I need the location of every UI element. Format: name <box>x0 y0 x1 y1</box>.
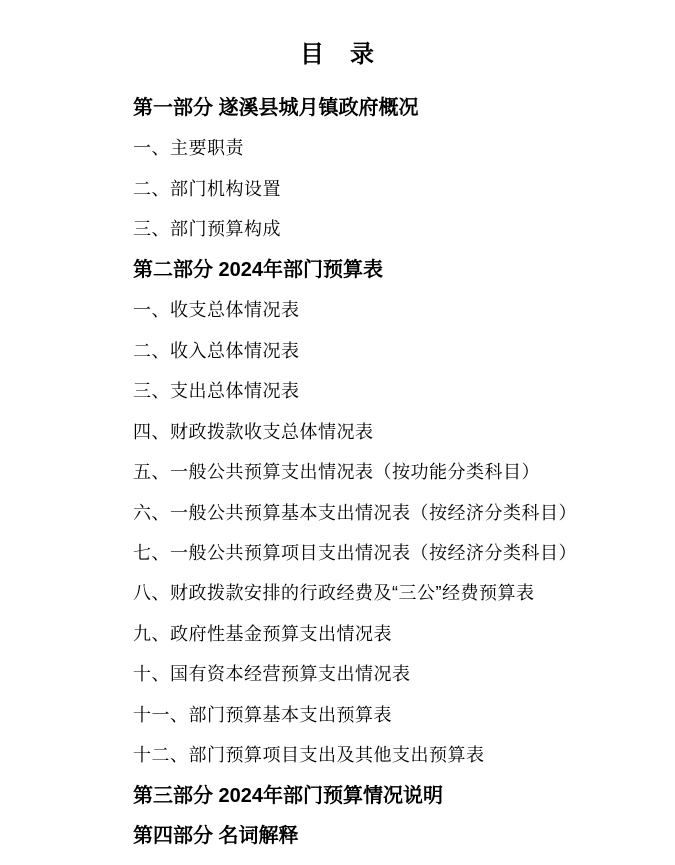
toc-entry: 七、一般公共预算项目支出情况表（按经济分类科目） <box>133 542 577 563</box>
toc-entry: 三、部门预算构成 <box>133 219 281 240</box>
toc-entry: 六、一般公共预算基本支出情况表（按经济分类科目） <box>133 502 577 523</box>
toc-section-header: 第四部分 名词解释 <box>133 825 299 848</box>
toc-entry: 二、部门机构设置 <box>133 178 281 199</box>
toc-entry: 十二、部门预算项目支出及其他支出预算表 <box>133 745 485 766</box>
toc-entry: 九、政府性基金预算支出情况表 <box>133 623 392 644</box>
toc-list <box>133 88 660 857</box>
toc-entry: 二、收入总体情况表 <box>133 340 300 361</box>
toc-entry: 十一、部门预算基本支出预算表 <box>133 704 392 725</box>
toc-section-header: 第二部分 2024年部门预算表 <box>133 258 384 281</box>
toc-entry: 一、收支总体情况表 <box>133 300 300 321</box>
toc-entry: 十、国有资本经营预算支出情况表 <box>133 664 411 685</box>
toc-entry: 五、一般公共预算支出情况表（按功能分类科目） <box>133 462 540 483</box>
toc-entry: 一、主要职责 <box>133 138 244 159</box>
page-title: 目 录 <box>300 41 375 68</box>
toc-entry: 八、财政拨款安排的行政经费及“三公”经费预算表 <box>133 583 535 604</box>
toc-entry: 四、财政拨款收支总体情况表 <box>133 421 374 442</box>
toc-section-header: 第一部分 遂溪县城月镇政府概况 <box>133 97 419 119</box>
toc-section-header: 第三部分 2024年部门预算情况说明 <box>133 784 444 807</box>
toc-entry: 三、支出总体情况表 <box>133 381 300 402</box>
